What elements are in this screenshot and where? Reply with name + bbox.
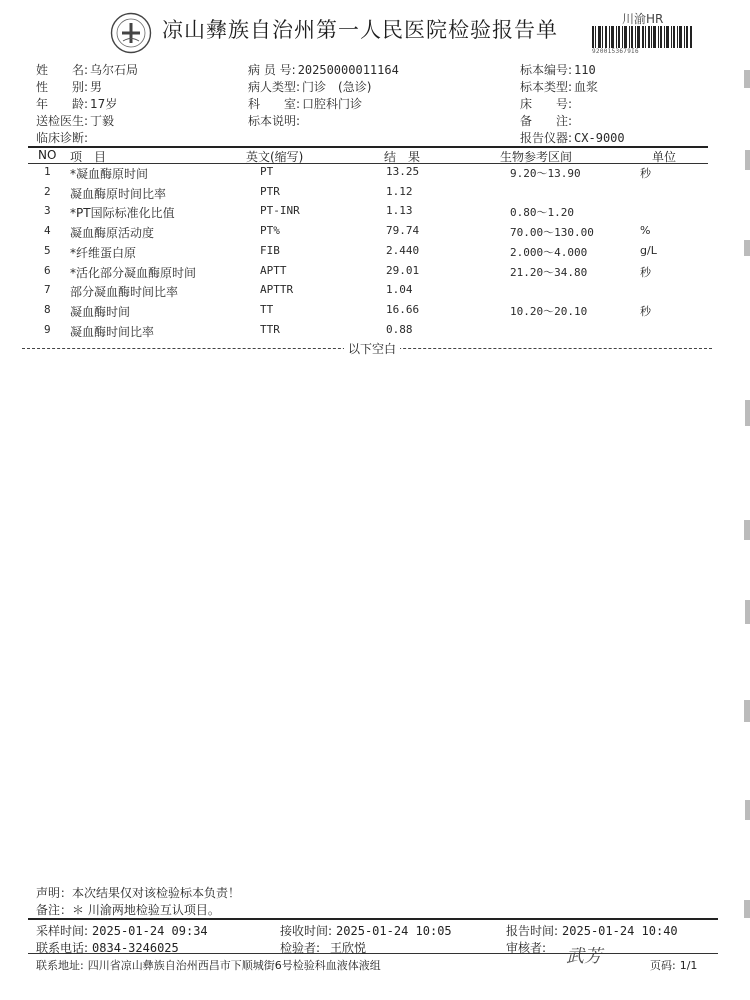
row-item: 凝血酶时间比率 xyxy=(70,324,155,339)
end-mark: 以下空白 xyxy=(344,340,400,357)
report-title: 凉山彝族自治州第一人民医院检验报告单 xyxy=(162,18,558,42)
hospital-logo xyxy=(110,12,152,54)
record-number: 20250000011164 xyxy=(297,63,399,77)
doctor-label: 送检医生: xyxy=(36,114,89,128)
footer-note: 备注：＊ 川渝两地检验互认项目。 xyxy=(36,903,220,917)
row-result: 29.01 xyxy=(386,263,420,277)
patient-age: 17岁 xyxy=(90,97,118,111)
row-item: 凝血酶原活动度 xyxy=(70,226,155,241)
address-label: 联系地址: xyxy=(36,959,84,972)
page-label: 页码: xyxy=(650,959,676,972)
department: 口腔科门诊 xyxy=(302,97,363,111)
footer-top-rule xyxy=(28,918,718,920)
sample-number: 110 xyxy=(574,63,596,77)
row-abbr: PT-INR xyxy=(260,204,300,218)
row-item: 凝血酶原时间比率 xyxy=(70,186,167,201)
collect-time-label: 采样时间: xyxy=(36,924,89,938)
instrument-label: 报告仪器: xyxy=(520,131,573,145)
row-no: 8 xyxy=(44,302,51,316)
department-label: 科 室: xyxy=(248,97,301,111)
row-no: 4 xyxy=(44,224,51,238)
receive-time: 2025-01-24 10:05 xyxy=(336,924,452,938)
remark-label: 备 注: xyxy=(520,114,573,128)
barcode xyxy=(592,26,692,48)
record-field xyxy=(248,61,399,78)
receive-time-field xyxy=(280,922,452,939)
row-result: 1.12 xyxy=(386,184,413,198)
row-result: 16.66 xyxy=(386,302,420,316)
reviewer-signature: 武芳 xyxy=(566,946,602,967)
row-result: 1.04 xyxy=(386,283,413,297)
patient-name: 乌尔石局 xyxy=(90,63,139,77)
diagnosis-field xyxy=(36,129,90,146)
row-no: 1 xyxy=(44,165,51,178)
row-unit: 秒 xyxy=(640,265,651,279)
row-no: 2 xyxy=(44,184,51,198)
row-ref: 0.80～1.20 xyxy=(510,206,574,220)
report-time-field xyxy=(506,922,678,939)
diagnosis-label: 临床诊断: xyxy=(36,131,89,145)
stamp-text: 川渝HR xyxy=(622,12,664,26)
collect-time-field xyxy=(36,922,208,939)
row-ref: 10.20～20.10 xyxy=(510,304,588,318)
row-item: 凝血酶时间 xyxy=(70,304,131,319)
row-abbr: TTR xyxy=(260,322,280,336)
sample-number-label: 标本编号: xyxy=(520,63,573,77)
row-no: 7 xyxy=(44,283,51,297)
footer-mid-rule xyxy=(28,953,718,954)
patient-type-label: 病人类型: xyxy=(248,80,301,94)
patient-age-label: 年 龄: xyxy=(36,97,89,111)
row-result: 79.74 xyxy=(386,224,420,238)
scan-edge-marks xyxy=(736,0,750,1000)
patient-type-field xyxy=(248,78,371,95)
row-ref: 2.000～4.000 xyxy=(510,245,588,259)
col-header-ref: 生物参考区间 xyxy=(500,150,573,164)
row-ref: 9.20～13.90 xyxy=(510,167,581,180)
row-unit: 秒 xyxy=(640,304,651,318)
row-abbr: APTTR xyxy=(260,283,294,297)
phone-label: 联系电话: xyxy=(36,941,89,955)
record-label: 病 员 号: xyxy=(248,63,296,77)
row-abbr: TT xyxy=(260,302,274,316)
row-ref: 70.00～130.00 xyxy=(510,226,594,240)
sample-type-field xyxy=(520,78,598,95)
col-header-item: 项 目 xyxy=(70,150,107,164)
table-top-rule xyxy=(28,146,708,148)
sample-type-label: 标本类型: xyxy=(520,80,573,94)
specimen-note-field xyxy=(248,112,302,129)
row-abbr: APTT xyxy=(260,263,287,277)
row-unit: g/L xyxy=(640,243,657,257)
col-header-result: 结 果 xyxy=(384,150,421,164)
row-no: 3 xyxy=(44,204,51,218)
row-result: 0.88 xyxy=(386,322,413,336)
department-field xyxy=(248,95,362,112)
sample-type: 血浆 xyxy=(574,80,599,94)
doctor-field xyxy=(36,112,114,129)
barcode-number: 9200153679I6 xyxy=(592,48,639,55)
remark-field xyxy=(520,112,574,129)
row-item: *PT国际标准化比值 xyxy=(70,206,175,221)
row-result: 2.440 xyxy=(386,243,420,257)
col-header-no: NO xyxy=(38,148,57,162)
address-field xyxy=(36,957,381,973)
row-no: 6 xyxy=(44,263,51,277)
doctor-name: 丁毅 xyxy=(90,114,115,128)
tester-name: 王欣悦 xyxy=(330,941,367,955)
col-header-unit: 单位 xyxy=(652,150,677,164)
statement: 声明：本次结果仅对该检验标本负责！ xyxy=(36,886,241,900)
reviewer-label: 审核者: xyxy=(506,941,547,955)
instrument: CX-9000 xyxy=(574,131,625,145)
patient-name-label: 姓 名: xyxy=(36,63,89,77)
row-unit: % xyxy=(640,224,651,238)
patient-name-field xyxy=(36,61,138,78)
row-result: 13.25 xyxy=(386,165,420,178)
phone: 0834-3246025 xyxy=(92,941,179,955)
patient-age-field xyxy=(36,95,117,112)
col-header-abbr: 英文(缩写) xyxy=(246,150,304,164)
report-time: 2025-01-24 10:40 xyxy=(562,924,678,938)
instrument-field xyxy=(520,129,625,146)
page-field xyxy=(650,957,697,973)
report-time-label: 报告时间: xyxy=(506,924,559,938)
address: 四川省凉山彝族自治州西昌市下顺城街6号检验科血液体液组 xyxy=(87,959,381,972)
row-item: *活化部分凝血酶原时间 xyxy=(70,265,197,280)
row-abbr: PTR xyxy=(260,184,280,198)
patient-sex: 男 xyxy=(90,80,103,94)
row-result: 1.13 xyxy=(386,204,413,218)
tester-label: 检验者: xyxy=(280,941,321,955)
bed-label: 床 号: xyxy=(520,97,573,111)
row-item: 部分凝血酶时间比率 xyxy=(70,285,179,300)
specimen-note-label: 标本说明: xyxy=(248,114,301,128)
row-no: 9 xyxy=(44,322,51,336)
row-abbr: PT% xyxy=(260,224,280,238)
table-header-rule xyxy=(28,163,708,164)
patient-sex-label: 性 别: xyxy=(36,80,89,94)
row-ref: 21.20～34.80 xyxy=(510,265,588,279)
row-abbr: FIB xyxy=(260,243,280,257)
row-item: *纤维蛋白原 xyxy=(70,245,137,260)
receive-time-label: 接收时间: xyxy=(280,924,333,938)
sample-number-field xyxy=(520,61,596,78)
row-item: *凝血酶原时间 xyxy=(70,167,149,181)
row-no: 5 xyxy=(44,243,51,257)
patient-type: 门诊 (急诊) xyxy=(302,80,372,94)
collect-time: 2025-01-24 09:34 xyxy=(92,924,208,938)
row-unit: 秒 xyxy=(640,167,651,180)
row-abbr: PT xyxy=(260,165,274,178)
page-number: 1/1 xyxy=(679,959,698,972)
bed-field xyxy=(520,95,574,112)
patient-sex-field xyxy=(36,78,102,95)
